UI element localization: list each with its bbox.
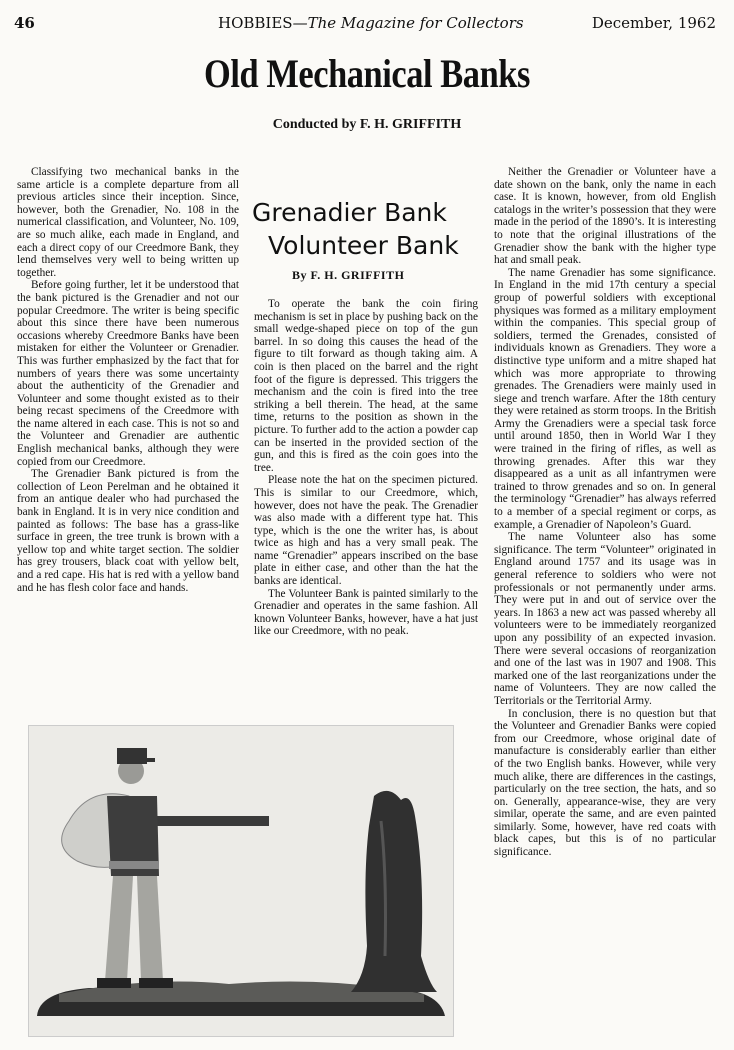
conducted-by: Conducted by F. H. GRIFFITH — [272, 117, 462, 132]
magazine-title — [218, 14, 524, 32]
column-1 — [17, 166, 239, 594]
paragraph: The Volunteer Bank is painted similarly to the Grenadier and operates in the same fashion. All known Volunteer Banks, however, have a hat just like our Creedmore, with no peak. — [254, 587, 478, 638]
subtitle — [252, 196, 484, 262]
paragraph: The name Volunteer also has some significance. The term “Volunteer” originated in England around 1757 and its usage was in general reference to soldiers who were not professionals or not permanently under arms. They were put in and out of service over the years. In 1863 a new act was passed whereby all volunteers were to be immediately reorganized upon any possibility of an expected invasion. There were several occasions of reorganization and one of the last was in 1907 and 1908. This marked one of the last reorganizations under the name of Volunteers. They are now called the Territorials or the Territorial Army. — [494, 531, 716, 707]
paragraph: Neither the Grenadier or Volunteer have a date shown on the bank, only the name in each case. It is known, however, from old English catalogs in the writer’s possession that they were made in the period of the 1890’s. It is interesting to note that the original illustrations of the Grenadier show the bank with the higher type hat and small peak. — [494, 166, 716, 267]
grenadier-bank-photo — [28, 725, 454, 1037]
paragraph: Before going further, let it be understood that the bank pictured is the Grenadier and not our popular Creedmore. The writer is being specific about this since there have been numerous occasions whereby Creedmore Banks have been mistaken for either the Volunteer or Grenadier. This was further emphasized by the fact that for numbers of years there was some uncertainty about the authenticity of the Grenadier and Volunteer and some thought existed as to their being recast specimens of the Creedmore with the name altered in each case. This is not so and the Volunteer and Grenadier are authentic English mechanical banks, although they were copied from our Creedmore. — [17, 279, 239, 468]
magazine-name: HOBBIES — [218, 14, 293, 32]
article-title: Old Mechanical Banks — [204, 51, 530, 96]
paragraph: Classifying two mechanical banks in the same article is a complete departure from all previous articles since their inception. Since, however, both the Grenadier, No. 108 in the numerical classification, and Volunteer, No. 109, are so much alike, each made in England, and each a direct copy of our Creedmore Bank, they lend themselves very well to being written up together. — [17, 166, 239, 279]
column-2 — [254, 298, 478, 638]
issue-date: December, 1962 — [591, 14, 716, 32]
running-header — [0, 14, 734, 36]
subtitle-line-2: Volunteer Bank — [268, 231, 459, 260]
magazine-tagline: —The Magazine for Collectors — [292, 14, 524, 32]
column-3 — [494, 166, 716, 859]
paragraph: The Grenadier Bank pictured is from the collection of Leon Perelman and he obtained it from an antique dealer who had purchased the bank in England. It is in very nice condition and painted as follows: The base has a grass-like surface in green, the tree trunk is brown with a yellow top and white target section. The soldier has grey trousers, black coat with yellow belt, and a red cape. His hat is red with a yellow band and he has flesh color face and hands. — [17, 468, 239, 594]
bank-illustration — [29, 726, 453, 1036]
paragraph: Please note the hat on the specimen pictured. This is similar to our Creedmore, which, however, does not have the peak. The Grenadier was also made with a different type hat. This type, which is the one the writer has, is about twice as high and has a very small peak. The name “Grenadier” appears inscribed on the base plate in either case, and other than the hat the banks are identical. — [254, 474, 478, 588]
paragraph: The name Grenadier has some significance. In England in the mid 17th century a special group of powerful soldiers with exceptional physiques was formed as a military employment within the companies. This special group of soldiers, termed the Grenades, consisted of individuals known as Grenadiers. They wore a distinctive type uniform and a mitre shaped hat which was more appropriate to throwing grenades. The Grenadiers were mainly used in siege and trench warfare. After the 18th century they were retained as storm troops. In the British Army the Grenadiers were a special task force until around 1850, then in World War I they were trained in the firing of rifles, as well as throwing grenades. After this war they disappeared as a unit as all infantrymen were trained to throw grenades and so on. In general the terminology “Grenadier” has always referred to a member of a special regiment or corps, as example, a Grenadier of Napoleon’s Guard. — [494, 266, 716, 531]
byline: By F. H. GRIFFITH — [292, 268, 405, 282]
paragraph: To operate the bank the coin firing mechanism is set in place by pushing back on the small wedge-shaped piece on top of the gun barrel. In so doing this causes the head of the figure to tilt forward as though taking aim. A coin is then placed on the barrel and the right foot of the figure is depressed. This triggers the mechanism and the coin is fired into the tree striking a bell therein. The head, at the same time, returns to the position as shown in the picture. To further add to the action a powder cap can be inserted in the provided section of the gun, and this is fired as the coin goes into the tree. — [254, 298, 478, 474]
page-number: 46 — [14, 14, 35, 32]
subtitle-line-1: Grenadier Bank — [252, 198, 447, 227]
paragraph: In conclusion, there is no question but that the Volunteer and Grenadier Banks were copied from our Creedmore, whose original date of manufacture is considerably earlier than either of the two English banks. However, while very much alike, there are differences in the castings, particularly on the tree section, the hats, and so on. Generally, appearance-wise, they are very similar, operate the same, and are even painted similarly. Some, however, have red coats with black capes, but this is of no particular significance. — [494, 707, 716, 859]
